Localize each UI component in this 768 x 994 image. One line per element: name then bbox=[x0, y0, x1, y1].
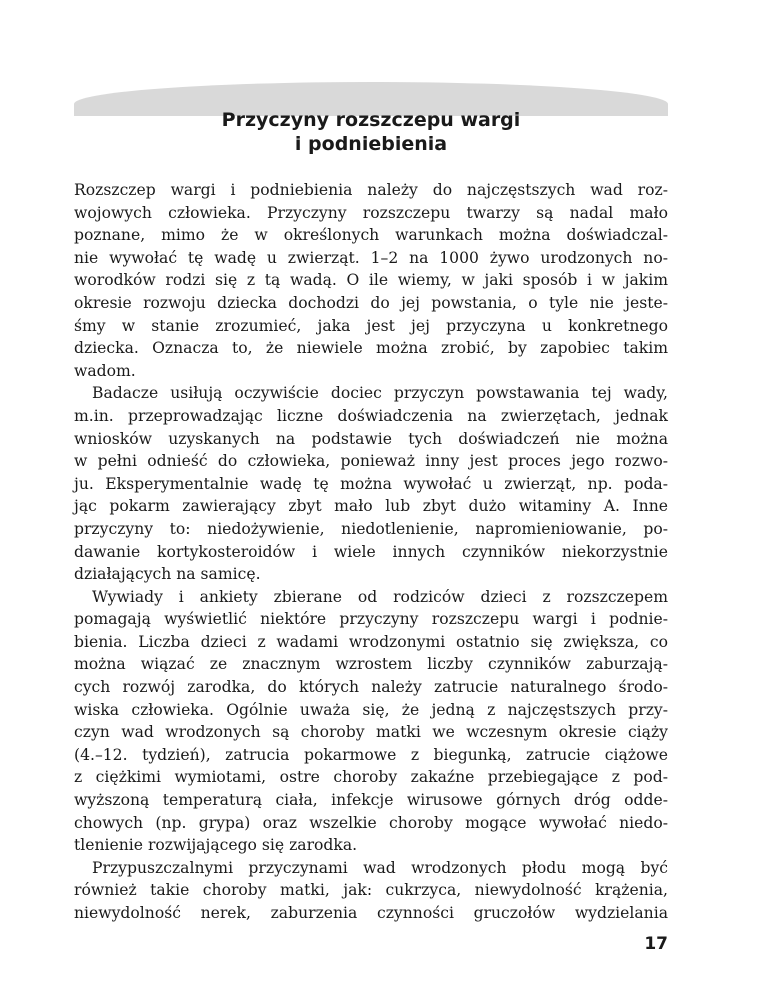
text-line: tlenienie rozwijającego się zarodka. bbox=[74, 836, 358, 855]
title-line-1: Przyczyny rozszczepu wargi bbox=[221, 109, 521, 131]
text-line: m.in. przeprowadzając liczne doświadczenia na zwierzętach, jednak bbox=[74, 406, 668, 425]
text-line: wojowych człowieka. Przyczyny rozszczepu twarzy są nadal mało bbox=[74, 203, 668, 222]
text-line: dawanie kortykosteroidów i wiele innych czynników niekorzystnie bbox=[74, 542, 668, 561]
text-line: ju. Eksperymentalnie wadę tę można wywołać u zwierząt, np. poda- bbox=[74, 474, 668, 493]
text-line: worodków rodzi się z tą wadą. O ile wiemy, w jaki sposób i w jakim bbox=[74, 271, 668, 290]
text-line: pomagają wyświetlić niektóre przyczyny rozszczepu wargi i podnie- bbox=[74, 610, 668, 629]
text-line: śmy w stanie zrozumieć, jaka jest jej przyczyna u konkretnego bbox=[74, 316, 668, 335]
text-line: wniosków uzyskanych na podstawie tych doświadczeń nie można bbox=[74, 429, 668, 448]
paragraph bbox=[74, 857, 668, 925]
text-line: Przypuszczalnymi przyczynami wad wrodzonych płodu mogą być bbox=[92, 858, 668, 877]
text-line: działających na samicę. bbox=[74, 565, 261, 584]
text-line: bienia. Liczba dzieci z wadami wrodzonymi ostatnio się zwiększa, co bbox=[74, 632, 668, 651]
text-line: przyczyny to: niedożywienie, niedotlenienie, napromieniowanie, po- bbox=[74, 519, 668, 538]
paragraph bbox=[74, 586, 668, 857]
text-line: niewydolność nerek, zaburzenia czynności gruczołów wydzielania bbox=[74, 904, 668, 922]
text-line: jąc pokarm zawierający zbyt mało lub zbyt dużo witaminy A. Inne bbox=[74, 497, 668, 516]
text-line: chowych (np. grypa) oraz wszelkie choroby mogące wywołać niedo- bbox=[74, 813, 668, 832]
page-number: 17 bbox=[644, 934, 668, 954]
text-line: Wywiady i ankiety zbierane od rodziców dzieci z rozszczepem bbox=[92, 587, 668, 606]
text-line: również takie choroby matki, jak: cukrzyca, niewydolność krążenia, bbox=[74, 881, 668, 900]
text-line: czyn wad wrodzonych są choroby matki we wczesnym okresie ciąży bbox=[74, 723, 668, 742]
text-line: wyższoną temperaturą ciała, infekcje wirusowe górnych dróg odde- bbox=[74, 791, 668, 810]
page-title bbox=[74, 108, 668, 156]
text-line: (4.–12. tydzień), zatrucia pokarmowe z biegunką, zatrucie ciążowe bbox=[74, 745, 668, 764]
text-line: wadom. bbox=[74, 361, 136, 380]
text-line: cych rozwój zarodka, do których należy zatrucie naturalnego środo- bbox=[74, 678, 668, 697]
body-text bbox=[74, 179, 668, 925]
text-line: wiska człowieka. Ogólnie uważa się, że jedną z najczęstszych przy- bbox=[74, 700, 668, 719]
text-line: z ciężkimi wymiotami, ostre choroby zakaźne przebiegające z pod- bbox=[74, 768, 668, 787]
text-line: Rozszczep wargi i podniebienia należy do najczęstszych wad roz- bbox=[74, 181, 668, 199]
text-line: dziecka. Oznacza to, że niewiele można zrobić, by zapobiec takim bbox=[74, 339, 668, 358]
paragraph bbox=[74, 179, 668, 382]
text-line: poznane, mimo że w określonych warunkach można doświadczal- bbox=[74, 226, 668, 245]
text-line: w pełni odnieść do człowieka, ponieważ inny jest proces jego rozwo- bbox=[74, 452, 668, 471]
text-line: Badacze usiłują oczywiście dociec przyczyn powstawania tej wady, bbox=[92, 384, 668, 403]
text-line: można wiązać ze znacznym wzrostem liczby czynników zaburzają- bbox=[74, 655, 668, 674]
title-line-2: i podniebienia bbox=[294, 133, 448, 155]
text-line: okresie rozwoju dziecka dochodzi do jej powstania, o tyle nie jeste- bbox=[74, 293, 668, 312]
paragraph bbox=[74, 382, 668, 585]
text-line: nie wywołać tę wadę u zwierząt. 1–2 na 1000 żywo urodzonych no- bbox=[74, 248, 668, 267]
